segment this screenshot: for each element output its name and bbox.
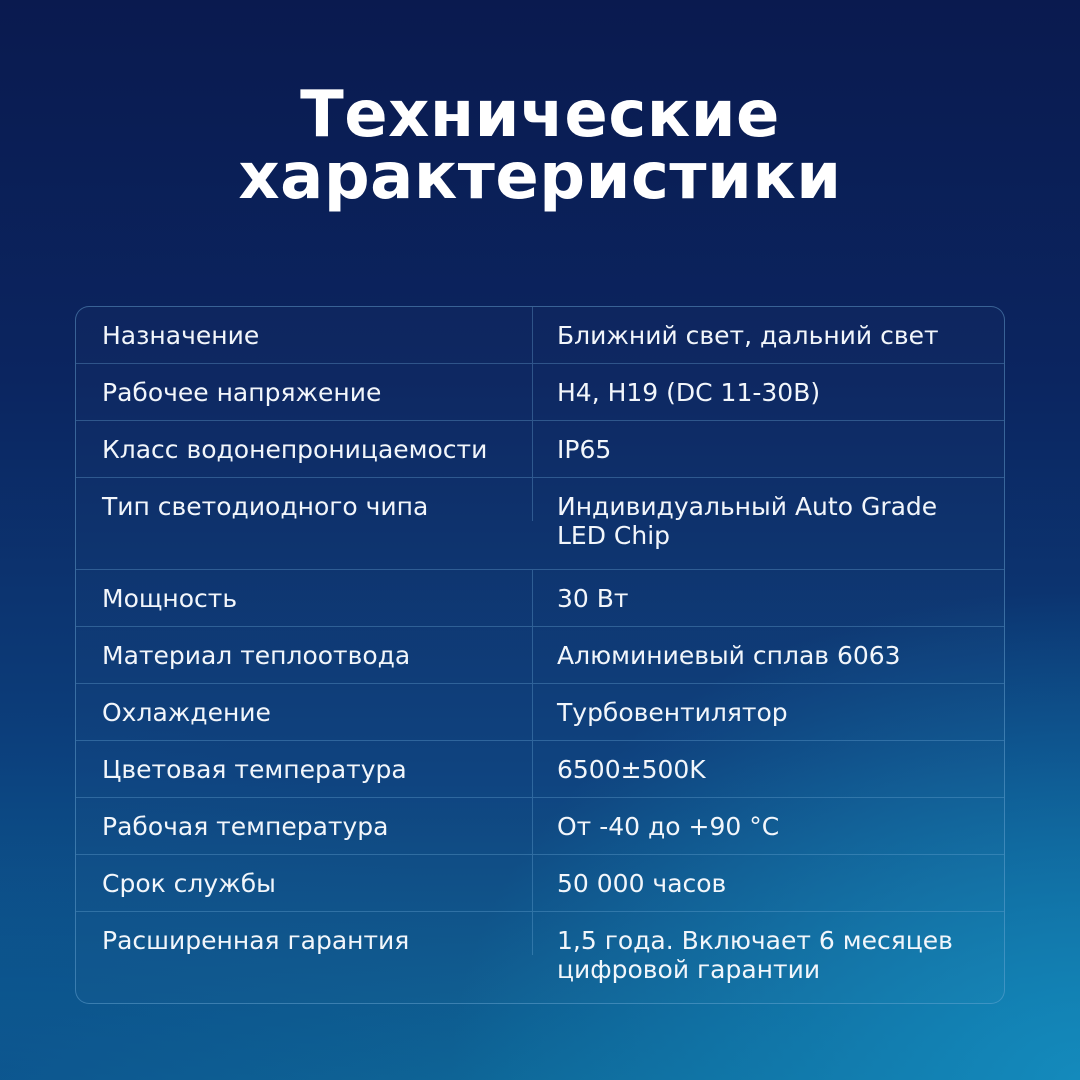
spec-label: Назначение [76,307,533,363]
table-row [76,797,1004,854]
spec-value: Индивидуальный Auto Grade LED Chip [557,492,938,550]
spec-label: Материал теплоотвода [76,627,533,683]
spec-value: Турбовентилятор [557,697,788,727]
spec-value: 50 000 часов [557,868,727,898]
spec-value: Ближний свет, дальний свет [557,320,939,350]
spec-label: Рабочее напряжение [76,364,533,420]
table-row [76,854,1004,911]
spec-label: Охлаждение [76,684,533,740]
spec-label: Класс водонепроницаемости [76,421,533,477]
spec-value: От -40 до +90 °C [557,811,780,841]
page-title-line-1: Технические [300,78,780,152]
table-row [76,683,1004,740]
spec-value: 1,5 года. Включает 6 месяцев цифровой гарантии [557,926,953,984]
spec-label: Тип светодиодного чипа [76,478,533,521]
spec-label: Срок службы [76,855,533,911]
spec-label: Расширенная гарантия [76,912,533,955]
table-row [76,740,1004,797]
spec-value: IP65 [557,434,612,464]
table-row [76,307,1004,363]
spec-label: Мощность [76,570,533,626]
table-row [76,911,1004,1003]
spec-value: 30 Вт [557,583,629,613]
table-row [76,477,1004,569]
spec-value: 6500±500K [557,754,706,784]
page-title-line-2: характеристики [238,140,842,214]
table-row [76,420,1004,477]
table-row [76,626,1004,683]
page-title [0,78,1080,214]
specifications-table [75,306,1005,1004]
table-row [76,569,1004,626]
table-row [76,363,1004,420]
spec-label: Цветовая температура [76,741,533,797]
spec-value: Алюминиевый сплав 6063 [557,640,901,670]
spec-label: Рабочая температура [76,798,533,854]
spec-value: H4, H19 (DC 11-30В) [557,377,821,407]
